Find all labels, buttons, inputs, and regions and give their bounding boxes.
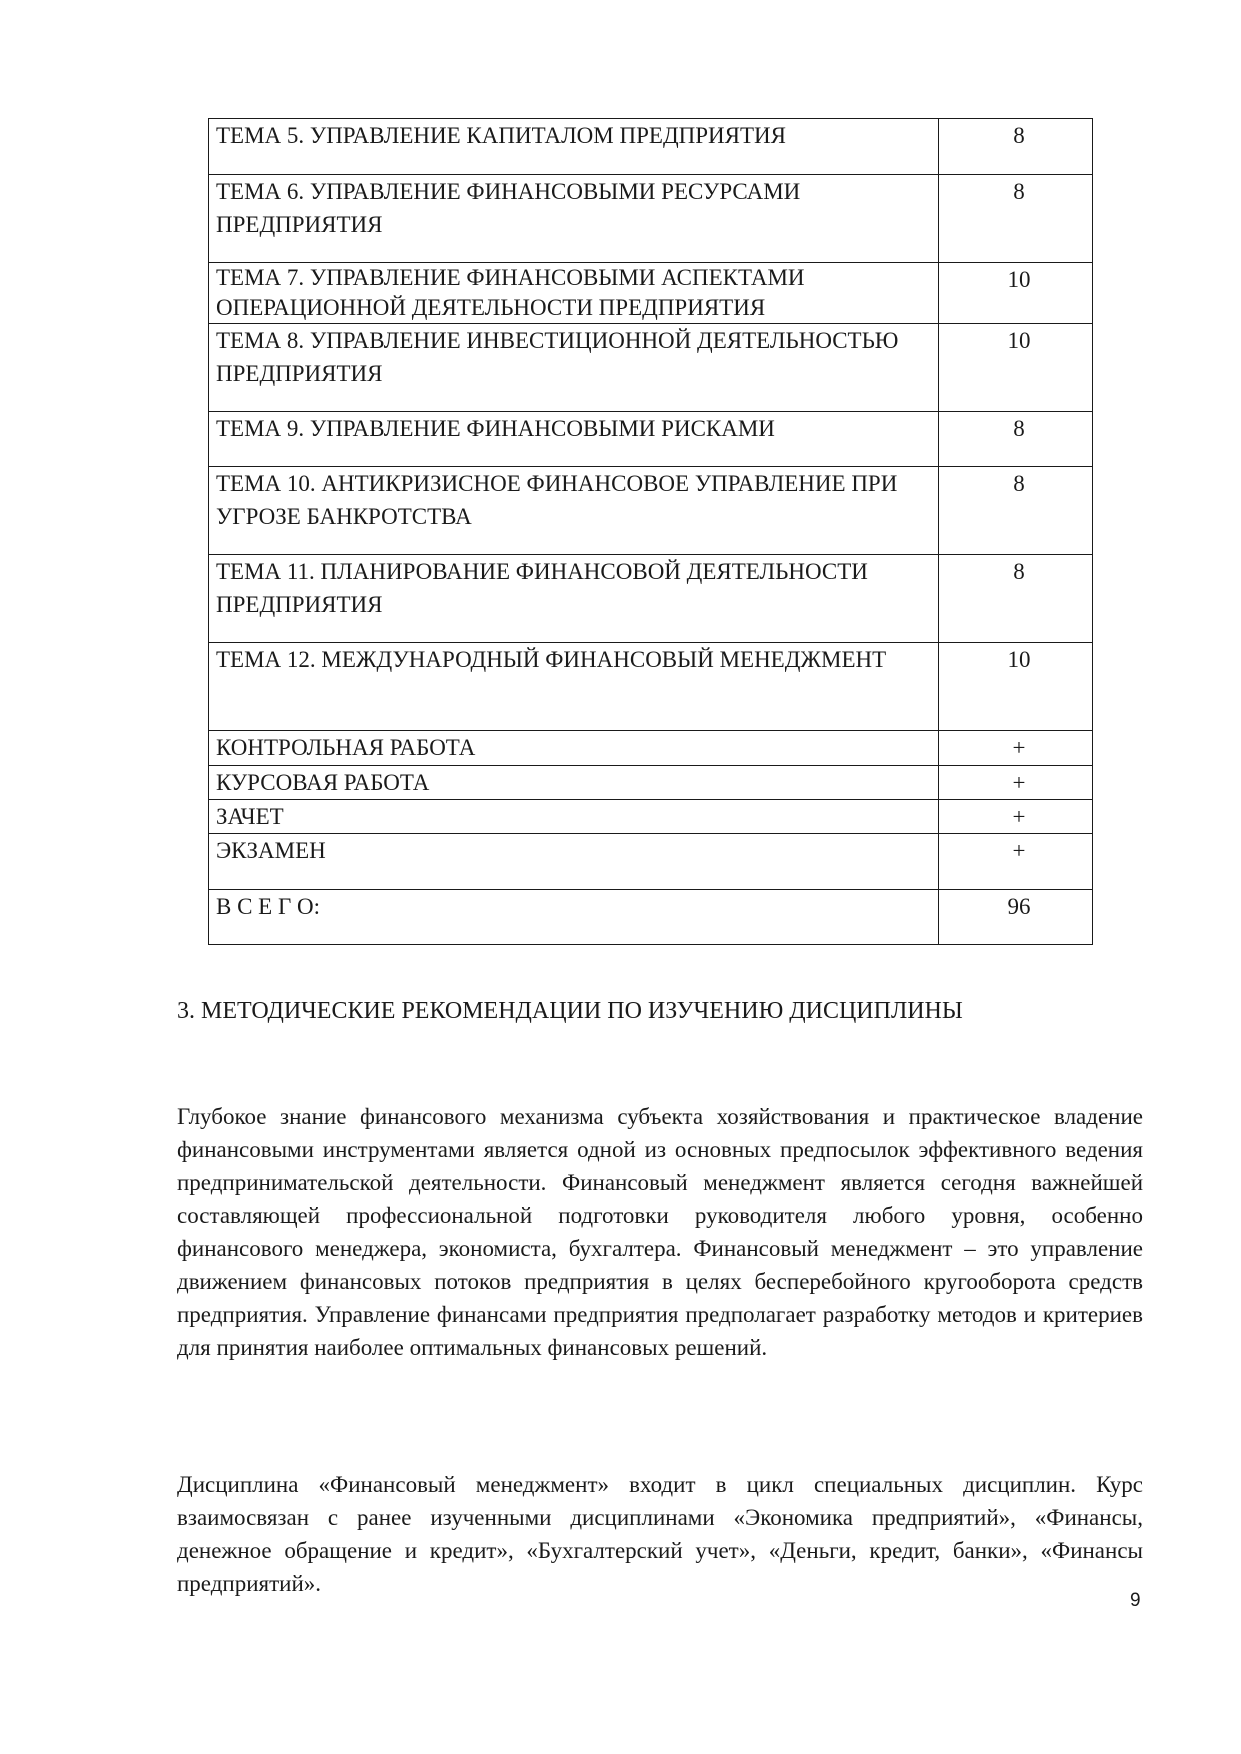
topic-cell: ТЕМА 10. АНТИКРИЗИСНОЕ ФИНАНСОВОЕ УПРАВЛЕНИЕ ПРИ УГРОЗЕ БАНКРОТСТВА (209, 467, 939, 555)
paragraph-discipline: Дисциплина «Финансовый менеджмент» входит в цикл специальных дисциплин. Курс взаимосвязан с ранее изученными дисциплинами «Экономика предприятий», «Финансы, денежное обращение и кредит», «Бухгалтерский учет», «Деньги, кредит, банки», «Финансы предприятий». (177, 1472, 1143, 1596)
table-row (209, 800, 1093, 834)
topic-cell: ТЕМА 6. УПРАВЛЕНИЕ ФИНАНСОВЫМИ РЕСУРСАМИ ПРЕДПРИЯТИЯ (209, 175, 939, 263)
section-title: 3. МЕТОДИЧЕСКИЕ РЕКОМЕНДАЦИИ ПО ИЗУЧЕНИЮ ДИСЦИПЛИНЫ (177, 998, 963, 1024)
hours-cell: 10 (939, 324, 1093, 412)
topic-cell: ТЕМА 7. УПРАВЛЕНИЕ ФИНАНСОВЫМИ АСПЕКТАМИ ОПЕРАЦИОННОЙ ДЕЯТЕЛЬНОСТИ ПРЕДПРИЯТИЯ (209, 263, 939, 324)
hours-cell: 10 (939, 643, 1093, 731)
hours-cell: 8 (939, 412, 1093, 467)
hours-cell: + (939, 800, 1093, 834)
topic-cell: ТЕМА 11. ПЛАНИРОВАНИЕ ФИНАНСОВОЙ ДЕЯТЕЛЬНОСТИ ПРЕДПРИЯТИЯ (209, 555, 939, 643)
topic-cell: ТЕМА 9. УПРАВЛЕНИЕ ФИНАНСОВЫМИ РИСКАМИ (209, 412, 939, 467)
paragraph-intro: Глубокое знание финансового механизма субъекта хозяйствования и практическое владение финансовыми инструментами является одной из основных предпосылок эффективного ведения предпринимательской деятельности. Финансовый менеджмент является сегодня важнейшей составляющей профессиональной подготовки руководителя любого уровня, особенно финансового менеджера, экономиста, бухгалтера. Финансовый менеджмент – это управление движением финансовых потоков предприятия в целях бесперебойного кругооборота средств предприятия. Управление финансами предприятия предполагает разработку методов и критериев для принятия наиболее оптимальных финансовых решений. (177, 1104, 1143, 1360)
topic-cell: ТЕМА 5. УПРАВЛЕНИЕ КАПИТАЛОМ ПРЕДПРИЯТИЯ (209, 119, 939, 175)
total-label-cell: В С Е Г О: (209, 890, 939, 945)
topics-hours-table (208, 118, 1093, 945)
hours-cell: 10 (939, 263, 1093, 324)
hours-cell: + (939, 731, 1093, 766)
table-row (209, 175, 1093, 263)
table-row (209, 766, 1093, 800)
page-number: 9 (1130, 1590, 1141, 1611)
table-row (209, 731, 1093, 766)
hours-cell: 8 (939, 175, 1093, 263)
hours-cell: 8 (939, 467, 1093, 555)
topic-cell: ЗАЧЕТ (209, 800, 939, 834)
table-row (209, 119, 1093, 175)
topic-cell: КОНТРОЛЬНАЯ РАБОТА (209, 731, 939, 766)
hours-cell: + (939, 834, 1093, 890)
table-row (209, 555, 1093, 643)
total-hours-cell: 96 (939, 890, 1093, 945)
topic-cell: ТЕМА 12. МЕЖДУНАРОДНЫЙ ФИНАНСОВЫЙ МЕНЕДЖМЕНТ (209, 643, 939, 731)
table-row (209, 263, 1093, 324)
hours-cell: 8 (939, 119, 1093, 175)
topic-cell: ТЕМА 8. УПРАВЛЕНИЕ ИНВЕСТИЦИОННОЙ ДЕЯТЕЛЬНОСТЬЮ ПРЕДПРИЯТИЯ (209, 324, 939, 412)
table-row (209, 467, 1093, 555)
table-row (209, 412, 1093, 467)
topic-cell: ЭКЗАМЕН (209, 834, 939, 890)
table-row (209, 643, 1093, 731)
topic-cell: КУРСОВАЯ РАБОТА (209, 766, 939, 800)
table-row-total (209, 890, 1093, 945)
table-row (209, 834, 1093, 890)
hours-cell: + (939, 766, 1093, 800)
hours-cell: 8 (939, 555, 1093, 643)
table-row (209, 324, 1093, 412)
